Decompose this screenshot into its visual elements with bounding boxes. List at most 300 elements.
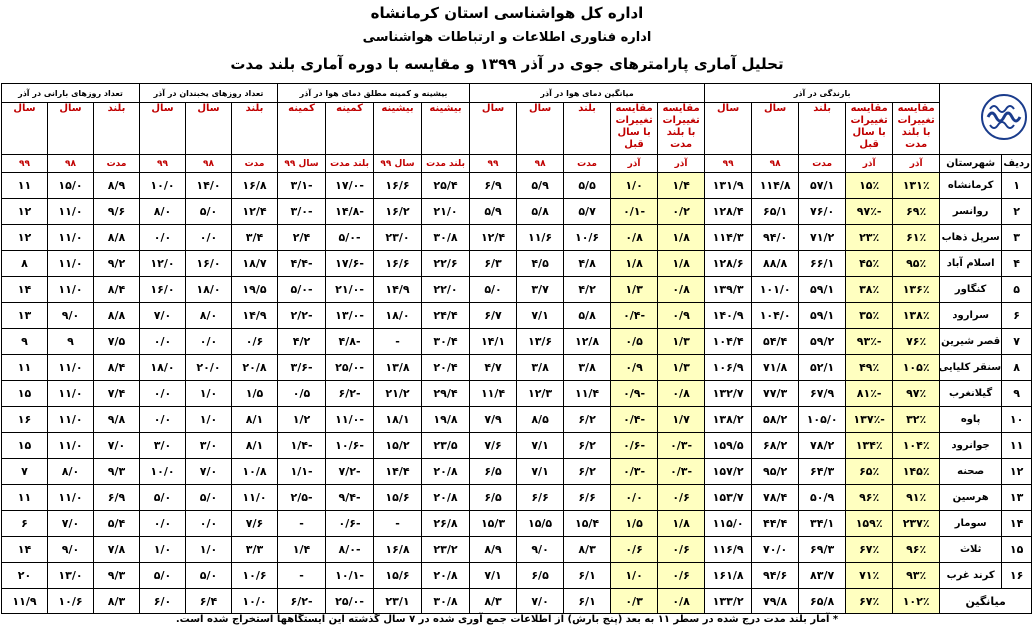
table-cell: ۸/۵ — [517, 407, 564, 433]
city-name: سرپل ذهاب — [940, 225, 1002, 251]
table-cell: ۲۱/۰ — [422, 199, 470, 225]
table-cell: ۸/۱ — [232, 407, 278, 433]
table-cell: ۷۱/۲ — [799, 225, 846, 251]
table-cell: ۱/۸ — [611, 251, 658, 277]
table-cell: ۴۹٪ — [846, 355, 893, 381]
row-number: ۷ — [1002, 329, 1032, 355]
org-logo — [940, 87, 1031, 151]
table-cell: ۰/۶ — [658, 563, 705, 589]
table-cell: ۱/۸ — [658, 511, 705, 537]
table-cell: ۳/۰ — [186, 433, 232, 459]
sub-header-cell-2: آذر — [846, 155, 893, 173]
table-cell: ۶۶/۱ — [799, 251, 846, 277]
table-cell: ۱۲/۴ — [470, 225, 517, 251]
table-cell: ۱۰/۰ — [140, 459, 186, 485]
average-cell: ۸/۳ — [470, 589, 517, 614]
table-cell: ۷/۱ — [517, 303, 564, 329]
row-number: ۱۳ — [1002, 485, 1032, 511]
table-cell: ۱۶ — [2, 407, 48, 433]
sub-header-cell-2: ۹۸ — [752, 155, 799, 173]
table-cell: ۶/۵ — [470, 459, 517, 485]
table-cell: ۹۴/۶ — [752, 563, 799, 589]
table-cell: ۲۰/۸ — [422, 459, 470, 485]
table-cell: ۳۲٪ — [893, 407, 940, 433]
sub-header-cell: بلند — [232, 103, 278, 155]
table-cell: ۷۸/۲ — [799, 433, 846, 459]
average-cell: ۶/۰ — [140, 589, 186, 614]
row-number: ۳ — [1002, 225, 1032, 251]
table-cell: ۹/۶ — [94, 199, 140, 225]
table-cell: ۱۰/۶ — [232, 563, 278, 589]
table-cell: ۷/۰ — [94, 433, 140, 459]
table-cell: ۱۱/۰ — [48, 407, 94, 433]
sub-header-cell-2: ۹۸ — [186, 155, 232, 173]
table-cell: ۸/۸ — [94, 225, 140, 251]
table-cell: ۲۲/۶ — [422, 251, 470, 277]
table-cell: ۰/۰ — [140, 329, 186, 355]
table-cell: ۱۰۴/۴ — [705, 329, 752, 355]
table-cell: ۰/۸ — [611, 225, 658, 251]
table-cell: -۰/۱ — [611, 199, 658, 225]
table-cell: ۴۵٪ — [846, 251, 893, 277]
table-cell: ۷۱/۸ — [752, 355, 799, 381]
table-cell: ۹۵٪ — [893, 251, 940, 277]
average-cell: ۳۰/۸ — [422, 589, 470, 614]
sub-header-cell: مقایسه تغییرات با سال قبل — [846, 103, 893, 155]
table-cell: ۵۹/۲ — [799, 329, 846, 355]
table-row — [2, 511, 1032, 537]
table-cell: ۰/۰ — [140, 381, 186, 407]
table-cell: ۶۸/۲ — [752, 433, 799, 459]
row-number: ۶ — [1002, 303, 1032, 329]
table-cell: ۱۸/۷ — [232, 251, 278, 277]
group-temp: میانگین دمای هوا در آذر — [470, 84, 705, 103]
table-cell: ۹/۰ — [48, 537, 94, 563]
header-city: شهرستان — [940, 155, 1002, 173]
table-cell: ۱۳۸/۲ — [705, 407, 752, 433]
sub-header-cell: سال — [517, 103, 564, 155]
group-header-row — [2, 84, 1032, 103]
table-cell: ۸/۴ — [94, 277, 140, 303]
sub-header-cell-2: ۹۸ — [48, 155, 94, 173]
city-name: هرسین — [940, 485, 1002, 511]
table-cell: ۱/۳ — [658, 355, 705, 381]
table-cell: ۱/۰ — [186, 407, 232, 433]
table-cell: -۰/۶ — [326, 511, 374, 537]
sub-header-cell: بلند — [94, 103, 140, 155]
table-cell: ۷/۰ — [48, 511, 94, 537]
group-rain: بارندگی در آذر — [705, 84, 940, 103]
table-cell: -۱/۴ — [278, 433, 326, 459]
table-cell: ۸/۴ — [94, 355, 140, 381]
table-row — [2, 459, 1032, 485]
table-cell: ۱۰۴/۰ — [752, 303, 799, 329]
table-cell: ۰/۹ — [611, 355, 658, 381]
table-cell: ۶۷٪ — [846, 537, 893, 563]
city-name: کرند غرب — [940, 563, 1002, 589]
table-row — [2, 329, 1032, 355]
city-name: جوانرود — [940, 433, 1002, 459]
table-cell: ۱/۰ — [186, 381, 232, 407]
table-cell: ۱۵٪ — [846, 173, 893, 199]
table-cell: ۰/۰ — [140, 511, 186, 537]
table-cell: -۰/۳ — [658, 433, 705, 459]
table-cell: ۸/۱ — [232, 433, 278, 459]
table-cell: ۱/۸ — [658, 251, 705, 277]
table-cell: ۳/۷ — [517, 277, 564, 303]
row-number: ۱۶ — [1002, 563, 1032, 589]
sub-header-cell: سال — [48, 103, 94, 155]
table-cell: -۰/۹ — [611, 381, 658, 407]
table-cell: ۹ — [2, 329, 48, 355]
table-cell: ۱/۲ — [278, 407, 326, 433]
table-cell: ۶۹٪ — [893, 199, 940, 225]
table-cell: ۱۱۵/۰ — [705, 511, 752, 537]
table-cell: -۸/۰ — [326, 537, 374, 563]
average-cell: ۷/۰ — [517, 589, 564, 614]
sub-header-row-2 — [2, 155, 1032, 173]
sub-header-cell: سال — [2, 103, 48, 155]
table-cell: ۸/۹ — [94, 173, 140, 199]
table-cell: ۱۳۱٪ — [893, 173, 940, 199]
table-cell: -۲/۲ — [278, 303, 326, 329]
table-cell: ۵/۹ — [517, 173, 564, 199]
table-cell: ۳۴/۱ — [799, 511, 846, 537]
table-cell: ۱۱/۴ — [470, 381, 517, 407]
table-cell: ۱۶/۶ — [374, 251, 422, 277]
table-cell: ۵۹/۱ — [799, 303, 846, 329]
table-cell: ۹۶٪ — [893, 537, 940, 563]
average-cell: ۱۳۳/۲ — [705, 589, 752, 614]
table-row — [2, 173, 1032, 199]
table-cell: ۲۰/۰ — [186, 355, 232, 381]
table-cell: ۸۳/۷ — [799, 563, 846, 589]
table-cell: ۱۵۳/۷ — [705, 485, 752, 511]
table-cell: ۲۳/۵ — [422, 433, 470, 459]
table-cell: ۷/۵ — [94, 329, 140, 355]
row-number: ۹ — [1002, 381, 1032, 407]
table-cell: ۶۱٪ — [893, 225, 940, 251]
table-cell: ۵/۸ — [517, 199, 564, 225]
row-number: ۱۵ — [1002, 537, 1032, 563]
table-cell: ۱/۰ — [611, 173, 658, 199]
table-cell: ۹۵/۲ — [752, 459, 799, 485]
table-cell: ۱۱/۰ — [48, 251, 94, 277]
table-cell: ۹۳٪ — [893, 563, 940, 589]
table-cell: ۵۰/۹ — [799, 485, 846, 511]
table-cell: ۱۸/۰ — [374, 303, 422, 329]
table-cell: ۱۴/۰ — [186, 173, 232, 199]
row-number: ۱۴ — [1002, 511, 1032, 537]
city-name: اسلام آباد — [940, 251, 1002, 277]
table-cell: -۱۳/۰ — [326, 303, 374, 329]
table-cell: ۲/۴ — [278, 225, 326, 251]
table-cell: ۱۶/۰ — [140, 277, 186, 303]
city-name: سنقر کلیایی — [940, 355, 1002, 381]
average-cell: ۰/۸ — [658, 589, 705, 614]
table-cell: ۷/۱ — [517, 433, 564, 459]
table-cell: ۴/۲ — [278, 329, 326, 355]
table-cell: ۸/۹ — [470, 537, 517, 563]
table-cell: ۱۱ — [2, 485, 48, 511]
table-cell: ۶/۳ — [470, 251, 517, 277]
table-cell: -۳/۶ — [278, 355, 326, 381]
table-cell: ۰/۰ — [140, 407, 186, 433]
logo-cell — [940, 84, 1032, 155]
table-cell: ۰/۶ — [611, 537, 658, 563]
table-cell: ۸/۰ — [140, 199, 186, 225]
report-title-dept: اداره فناوری اطلاعات و ارتباطات هواشناسی — [362, 30, 652, 45]
table-cell: ۱۴ — [2, 537, 48, 563]
table-cell: ۵/۴ — [94, 511, 140, 537]
table-cell: -۱۷/۰ — [326, 173, 374, 199]
table-cell: ۹۷٪ — [893, 381, 940, 407]
table-cell: ۷/۶ — [232, 511, 278, 537]
climate-table — [1, 83, 1032, 614]
table-cell: ۶/۶ — [564, 485, 611, 511]
table-cell: -۴/۸ — [326, 329, 374, 355]
table-cell: -۴/۴ — [278, 251, 326, 277]
table-cell: -۱/۱ — [278, 459, 326, 485]
table-cell: ۱۱/۰ — [48, 381, 94, 407]
table-cell: ۱/۰ — [186, 537, 232, 563]
average-row — [2, 589, 1032, 614]
table-cell: ۵۲/۱ — [799, 355, 846, 381]
city-name: سومار — [940, 511, 1002, 537]
table-cell: ۱۶/۲ — [374, 199, 422, 225]
city-name: کرمانشاه — [940, 173, 1002, 199]
table-cell: ۰/۶ — [658, 485, 705, 511]
table-cell: ۵/۰ — [186, 563, 232, 589]
table-cell: ۳/۸ — [517, 355, 564, 381]
table-cell: ۶ — [2, 511, 48, 537]
table-cell: ۱/۸ — [658, 225, 705, 251]
table-cell: -۰/۳ — [658, 459, 705, 485]
table-cell: ۱۱/۰ — [232, 485, 278, 511]
table-cell: ۰/۰ — [186, 225, 232, 251]
table-cell: ۱۴ — [2, 277, 48, 303]
sub-header-cell-2: ۹۹ — [2, 155, 48, 173]
group-rainy-days: تعداد روزهای بارانی در آذر — [2, 84, 140, 103]
table-cell: ۱۳ — [2, 303, 48, 329]
table-cell: ۰/۶ — [658, 537, 705, 563]
sub-header-cell-2: ۹۹ — [470, 155, 517, 173]
table-cell: ۸/۰ — [186, 303, 232, 329]
table-cell: ۸ — [2, 251, 48, 277]
group-frost: تعداد روزهای یخبندان در آذر — [140, 84, 278, 103]
table-cell: ۰/۹ — [658, 303, 705, 329]
sub-header-cell: سال — [186, 103, 232, 155]
sub-header-cell-2: ۹۹ — [705, 155, 752, 173]
sub-header-cell-2: سال ۹۹ — [278, 155, 326, 173]
table-row — [2, 563, 1032, 589]
table-cell: ۹/۸ — [94, 407, 140, 433]
table-cell: ۱/۷ — [658, 407, 705, 433]
sub-header-cell: سال — [470, 103, 517, 155]
sub-header-cell: کمینه — [326, 103, 374, 155]
table-cell: ۱۹/۵ — [232, 277, 278, 303]
sub-header-cell-2: بلند مدت — [326, 155, 374, 173]
table-cell: -۹۳٪ — [846, 329, 893, 355]
average-cell: ۶۵/۸ — [799, 589, 846, 614]
sub-header-cell-2: ۹۸ — [517, 155, 564, 173]
table-cell: ۷/۹ — [470, 407, 517, 433]
table-cell: ۶۵٪ — [846, 459, 893, 485]
average-cell: ۸/۳ — [94, 589, 140, 614]
table-cell: ۱۶۱/۸ — [705, 563, 752, 589]
average-cell: ۱۰/۰ — [232, 589, 278, 614]
table-cell: ۹/۳ — [94, 459, 140, 485]
table-cell: -۰/۴ — [611, 407, 658, 433]
table-cell: ۵/۹ — [470, 199, 517, 225]
table-cell: ۸/۸ — [94, 303, 140, 329]
table-cell: ۹۴/۰ — [752, 225, 799, 251]
sub-header-cell: کمینه — [278, 103, 326, 155]
table-cell: ۲۲/۰ — [422, 277, 470, 303]
table-cell: ۱۱ — [2, 355, 48, 381]
table-cell: ۹۶٪ — [846, 485, 893, 511]
table-cell: ۱۵/۵ — [517, 511, 564, 537]
sub-header-row — [2, 103, 1032, 155]
table-cell: ۲۰/۴ — [422, 355, 470, 381]
table-cell: ۱۵/۲ — [374, 433, 422, 459]
sub-header-cell: مقایسه تغییرات با بلند مدت — [893, 103, 940, 155]
table-cell: ۱/۴ — [658, 173, 705, 199]
sub-header-cell: بلند — [799, 103, 846, 155]
table-cell: ۱۴/۹ — [374, 277, 422, 303]
sub-header-cell-2: بلند مدت — [422, 155, 470, 173]
table-cell: ۱۰/۰ — [140, 173, 186, 199]
table-cell: ۱/۳ — [611, 277, 658, 303]
row-number: ۱ — [1002, 173, 1032, 199]
table-cell: ۴۴/۴ — [752, 511, 799, 537]
table-cell: ۱۶/۸ — [232, 173, 278, 199]
average-cell: ۶/۴ — [186, 589, 232, 614]
table-cell: ۲۹/۴ — [422, 381, 470, 407]
table-cell: ۱۲/۳ — [517, 381, 564, 407]
table-cell: ۲۳٪ — [846, 225, 893, 251]
table-cell: - — [278, 511, 326, 537]
table-cell: ۱۵ — [2, 433, 48, 459]
table-cell: ۳۵٪ — [846, 303, 893, 329]
table-cell: ۱۲ — [2, 199, 48, 225]
table-cell: -۶/۲ — [326, 381, 374, 407]
table-cell: ۱۲/۸ — [564, 329, 611, 355]
table-cell: ۶/۲ — [564, 433, 611, 459]
table-cell: ۱۱/۰ — [48, 199, 94, 225]
table-row — [2, 537, 1032, 563]
table-cell: ۵/۰ — [470, 277, 517, 303]
table-cell: ۲۳/۲ — [422, 537, 470, 563]
table-cell: -۱۳۷٪ — [846, 407, 893, 433]
table-cell: ۱۱/۴ — [564, 381, 611, 407]
table-cell: ۰/۰ — [186, 329, 232, 355]
table-cell: ۱۱/۶ — [517, 225, 564, 251]
table-cell: ۱۵/۶ — [374, 485, 422, 511]
table-cell: ۱۸/۰ — [140, 355, 186, 381]
row-number: ۸ — [1002, 355, 1032, 381]
average-cell: -۶/۲ — [278, 589, 326, 614]
table-cell: ۱۶/۸ — [374, 537, 422, 563]
table-cell: ۳/۴ — [232, 225, 278, 251]
row-number: ۵ — [1002, 277, 1032, 303]
sub-header-cell: مقایسه تغییرات با سال قبل — [611, 103, 658, 155]
average-cell: ۷۹/۸ — [752, 589, 799, 614]
table-cell: ۴/۷ — [470, 355, 517, 381]
table-cell: ۰/۸ — [658, 277, 705, 303]
table-cell: ۱۲/۴ — [232, 199, 278, 225]
average-cell: ۰/۳ — [611, 589, 658, 614]
table-cell: ۳۸٪ — [846, 277, 893, 303]
table-cell: ۷/۶ — [470, 433, 517, 459]
table-cell: ۲۳/۰ — [374, 225, 422, 251]
table-cell: ۵/۵ — [564, 173, 611, 199]
table-cell: ۷/۸ — [94, 537, 140, 563]
sub-header-cell: سال — [140, 103, 186, 155]
average-cell: -۲۵/۰ — [326, 589, 374, 614]
table-cell: -۲۱/۰ — [326, 277, 374, 303]
table-cell: ۱۱/۰ — [48, 485, 94, 511]
table-cell: ۸۸/۸ — [752, 251, 799, 277]
average-cell: ۱۰۲٪ — [893, 589, 940, 614]
report-title-org: اداره کل هواشناسی استان کرمانشاه — [370, 4, 644, 22]
table-cell: ۱۵۹٪ — [846, 511, 893, 537]
table-cell: ۱۳۴٪ — [846, 433, 893, 459]
city-name: روانسر — [940, 199, 1002, 225]
table-cell: ۳۰/۸ — [422, 225, 470, 251]
sub-header-cell-2: سال ۹۹ — [374, 155, 422, 173]
table-cell: ۰/۲ — [658, 199, 705, 225]
table-cell: -۱۱/۰ — [326, 407, 374, 433]
table-row — [2, 485, 1032, 511]
average-cell: ۱۰/۶ — [48, 589, 94, 614]
table-cell: ۵۷/۱ — [799, 173, 846, 199]
sub-header-cell: سال — [705, 103, 752, 155]
row-number: ۲ — [1002, 199, 1032, 225]
city-name: سرارود — [940, 303, 1002, 329]
table-cell: ۲۴/۴ — [422, 303, 470, 329]
table-row — [2, 199, 1032, 225]
table-cell: ۵/۰ — [140, 563, 186, 589]
table-cell: ۵۴/۴ — [752, 329, 799, 355]
table-cell: ۱۳۶٪ — [893, 277, 940, 303]
table-cell: ۷۶٪ — [893, 329, 940, 355]
table-cell: ۰/۰ — [611, 485, 658, 511]
wave-icon — [944, 87, 1030, 151]
table-cell: ۱۳۸٪ — [893, 303, 940, 329]
table-cell: ۹/۰ — [48, 303, 94, 329]
table-row — [2, 433, 1032, 459]
table-cell: ۷۰/۰ — [752, 537, 799, 563]
table-cell: -۷/۲ — [326, 459, 374, 485]
sub-header-cell: بلند — [564, 103, 611, 155]
table-cell: ۱۱/۰ — [48, 225, 94, 251]
table-cell: ۵/۷ — [564, 199, 611, 225]
sub-header-cell-2: آذر — [658, 155, 705, 173]
average-label: میانگین — [940, 589, 1032, 614]
table-cell: ۰/۸ — [658, 381, 705, 407]
table-cell: -۰/۴ — [611, 303, 658, 329]
table-cell: ۱۹/۸ — [422, 407, 470, 433]
table-cell: ۱۳۱/۹ — [705, 173, 752, 199]
table-cell: -۱۰/۱ — [326, 563, 374, 589]
table-cell: -۹۷٪ — [846, 199, 893, 225]
table-cell: ۱۰۵/۰ — [799, 407, 846, 433]
average-cell: ۲۳/۱ — [374, 589, 422, 614]
table-cell: ۶۹/۳ — [799, 537, 846, 563]
table-cell: ۱۲ — [2, 225, 48, 251]
sub-header-cell-2: مدت — [799, 155, 846, 173]
